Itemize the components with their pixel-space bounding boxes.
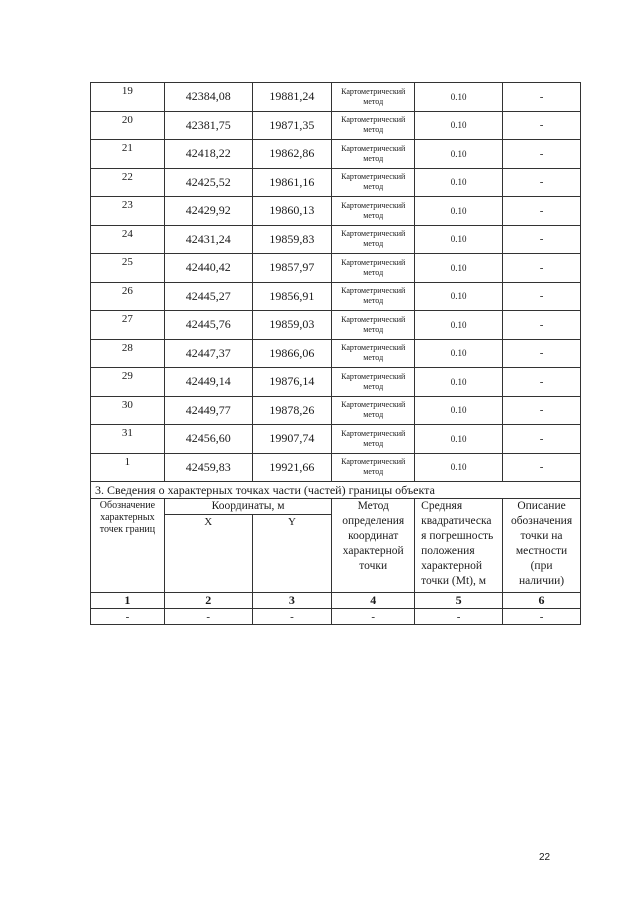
accuracy: 0.10 (415, 396, 503, 425)
accuracy: 0.10 (415, 453, 503, 482)
method: Картометрический метод (332, 254, 415, 283)
coord-x: 42449,77 (164, 396, 252, 425)
accuracy: 0.10 (415, 111, 503, 140)
method: Картометрический метод (332, 168, 415, 197)
point-number: 23 (91, 197, 165, 226)
coord-x: 42440,42 (164, 254, 252, 283)
method: Картометрический метод (332, 311, 415, 340)
page-number: 22 (539, 852, 551, 863)
point-number: 19 (91, 83, 165, 112)
coord-y: 19907,74 (252, 425, 332, 454)
coord-x: 42445,76 (164, 311, 252, 340)
coord-y: 19866,06 (252, 339, 332, 368)
coord-y: 19878,26 (252, 396, 332, 425)
coord-x: 42425,52 (164, 168, 252, 197)
method: Картометрический метод (332, 225, 415, 254)
point-number: 29 (91, 368, 165, 397)
coord-x: 42384,08 (164, 83, 252, 112)
coord-x: 42418,22 (164, 140, 252, 169)
table-row (91, 453, 581, 482)
description: - (503, 425, 581, 454)
method: Картометрический метод (332, 425, 415, 454)
header-accuracy: Средняя квадратическа я погрешность положения характерной точки (Mt), м (415, 499, 503, 593)
description: - (503, 311, 581, 340)
coord-y: 19856,91 (252, 282, 332, 311)
table-row (91, 254, 581, 283)
header-x: X (164, 515, 252, 593)
coord-y: 19859,03 (252, 311, 332, 340)
method: Картометрический метод (332, 368, 415, 397)
description: - (503, 168, 581, 197)
point-number: 31 (91, 425, 165, 454)
table-row (91, 368, 581, 397)
section-3-title: 3. Сведения о характерных точках части (частей) границы объекта (91, 482, 581, 499)
accuracy: 0.10 (415, 140, 503, 169)
header-coordinates: Координаты, м (164, 499, 331, 515)
accuracy: 0.10 (415, 254, 503, 283)
accuracy: 0.10 (415, 311, 503, 340)
header-point-designation: Обозначение характерных точек границ (91, 499, 165, 593)
accuracy: 0.10 (415, 225, 503, 254)
point-number: 20 (91, 111, 165, 140)
table-row (91, 197, 581, 226)
table-row (91, 282, 581, 311)
method: Картометрический метод (332, 282, 415, 311)
coord-x: 42429,92 (164, 197, 252, 226)
coord-x: 42456,60 (164, 425, 252, 454)
coord-x: 42381,75 (164, 111, 252, 140)
header-method: Метод определения координат характерной точки (332, 499, 415, 593)
accuracy: 0.10 (415, 368, 503, 397)
coord-x: 42449,14 (164, 368, 252, 397)
table-row (91, 83, 581, 112)
point-number: 25 (91, 254, 165, 283)
coord-y: 19876,14 (252, 368, 332, 397)
description: - (503, 111, 581, 140)
table-row (91, 311, 581, 340)
coord-x: 42447,37 (164, 339, 252, 368)
point-number: 30 (91, 396, 165, 425)
accuracy: 0.10 (415, 282, 503, 311)
table-row (91, 140, 581, 169)
table-row (91, 396, 581, 425)
header-description: Описание обозначения точки на местности (при наличии) (503, 499, 581, 593)
table-row (91, 425, 581, 454)
accuracy: 0.10 (415, 83, 503, 112)
description: - (503, 339, 581, 368)
accuracy: 0.10 (415, 425, 503, 454)
header-y: Y (252, 515, 332, 593)
description: - (503, 254, 581, 283)
point-number: 24 (91, 225, 165, 254)
coord-y: 19921,66 (252, 453, 332, 482)
method: Картометрический метод (332, 111, 415, 140)
coord-y: 19881,24 (252, 83, 332, 112)
description: - (503, 140, 581, 169)
table-row (91, 339, 581, 368)
description: - (503, 225, 581, 254)
method: Картометрический метод (332, 396, 415, 425)
method: Картометрический метод (332, 83, 415, 112)
coord-x: 42445,27 (164, 282, 252, 311)
point-number: 27 (91, 311, 165, 340)
table-row (91, 225, 581, 254)
point-number: 1 (91, 453, 165, 482)
method: Картометрический метод (332, 453, 415, 482)
table-row (91, 168, 581, 197)
coord-y: 19860,13 (252, 197, 332, 226)
point-number: 22 (91, 168, 165, 197)
point-number: 26 (91, 282, 165, 311)
coordinates-table (90, 82, 581, 625)
accuracy: 0.10 (415, 197, 503, 226)
point-number: 21 (91, 140, 165, 169)
coord-y: 19861,16 (252, 168, 332, 197)
accuracy: 0.10 (415, 339, 503, 368)
description: - (503, 83, 581, 112)
accuracy: 0.10 (415, 168, 503, 197)
method: Картометрический метод (332, 197, 415, 226)
coord-x: 42459,83 (164, 453, 252, 482)
method: Картометрический метод (332, 140, 415, 169)
index-row: 1 2 3 4 5 6 (91, 593, 581, 609)
coord-y: 19857,97 (252, 254, 332, 283)
coord-x: 42431,24 (164, 225, 252, 254)
description: - (503, 197, 581, 226)
description: - (503, 396, 581, 425)
point-number: 28 (91, 339, 165, 368)
description: - (503, 282, 581, 311)
method: Картометрический метод (332, 339, 415, 368)
empty-row: - - - - - - (91, 609, 581, 625)
description: - (503, 368, 581, 397)
coord-y: 19859,83 (252, 225, 332, 254)
table-row (91, 111, 581, 140)
description: - (503, 453, 581, 482)
coord-y: 19871,35 (252, 111, 332, 140)
coord-y: 19862,86 (252, 140, 332, 169)
